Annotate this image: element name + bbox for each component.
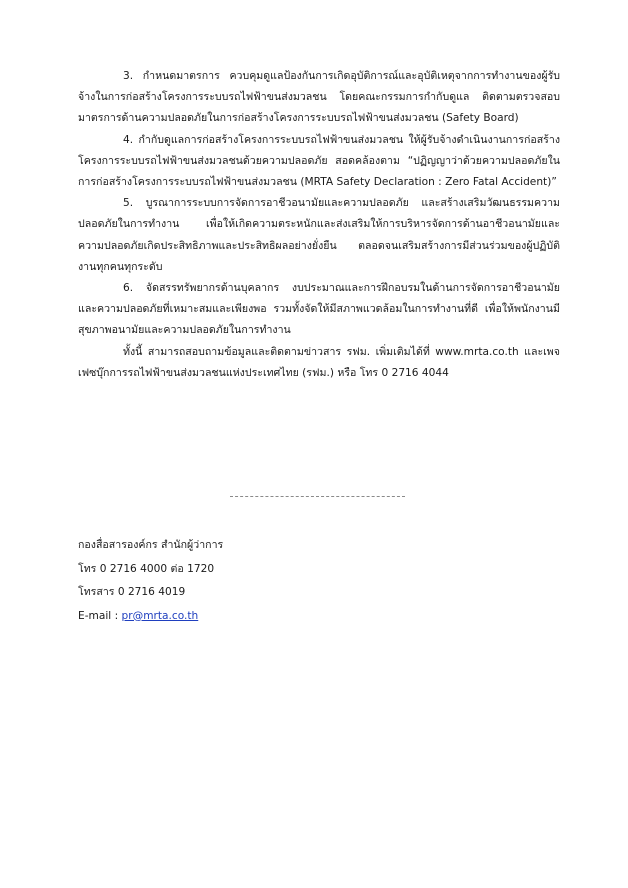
paragraph-item-4: 4. กำกับดูแลการก่อสร้างโครงการระบบรถไฟฟ้าขนส่งมวลชน ให้ผู้รับจ้างดำเนินงานการก่อสร้างโครงการระบบรถไฟฟ้าขนส่งมวลชนด้วยความปลอดภัย สอดคล้องตาม “ปฏิญญาว่าด้วยความปลอดภัยในการก่อสร้างโครงการระบบรถไฟฟ้าขนส่งมวลชน (MRTA Safety Declaration : Zero Fatal Accident)” <box>78 133 560 189</box>
paragraph-item-5: 5. บูรณาการระบบการจัดการอาชีวอนามัยและความปลอดภัย และสร้างเสริมวัฒนธรรมความปลอดภัยในการทำงาน เพื่อให้เกิดความตระหนักและส่งเสริมให้การบริหารจัดการด้านอาชีวอนามัยและความปลอดภัยเกิดประสิทธิภาพและประสิทธิผลอย่างยั่งยืน ตลอดจนเสริมสร้างการมีส่วนร่วมของผู้ปฏิบัติงานทุกคนทุกระดับ <box>78 197 560 273</box>
contact-block <box>78 534 223 628</box>
closing-paragraph: ทั้งนี้ สามารถสอบถามข้อมูลและติดตามข่าวสาร รฟม. เพิ่มเติมได้ที่ www.mrta.co.th และเพจเฟซบุ๊กการรถไฟฟ้าขนส่งมวลชนแห่งประเทศไทย (รฟม.) หรือ โทร 0 2716 4044 <box>78 345 560 379</box>
contact-phone: โทร 0 2716 4000 ต่อ 1720 <box>78 562 215 575</box>
email-link[interactable]: pr@mrta.co.th <box>121 609 199 622</box>
section-divider <box>230 496 405 497</box>
paragraph-item-6: 6. จัดสรรทรัพยากรด้านบุคลากร งบประมาณและการฝึกอบรมในด้านการจัดการอาชีวอนามัยและความปลอดภัยที่เหมาะสมและเพียงพอ รวมทั้งจัดให้มีสภาพแวดล้อมในการทำงานที่ดี เพื่อให้พนักงานมีสุขภาพอนามัยและความปลอดภัยในการทำงาน <box>78 282 560 337</box>
contact-department: กองสื่อสารองค์กร สำนักผู้ว่าการ <box>78 539 224 551</box>
contact-fax: โทรสาร 0 2716 4019 <box>78 586 186 598</box>
press-release-body <box>78 66 560 384</box>
contact-email-line <box>78 605 223 629</box>
email-label: E-mail : <box>78 609 122 622</box>
paragraph-item-3: 3. กำหนดมาตรการ ควบคุมดูแลป้องกันการเกิดอุบัติการณ์และอุบัติเหตุจากการทำงานของผู้รับจ้างในการก่อสร้างโครงการระบบรถไฟฟ้าขนส่งมวลชน โดยคณะกรรมการกำกับดูแล ติดตามตรวจสอบมาตรการด้านความปลอดภัยในการก่อสร้างโครงการระบบรถไฟฟ้าขนส่งมวลชน (Safety Board) <box>78 70 560 125</box>
